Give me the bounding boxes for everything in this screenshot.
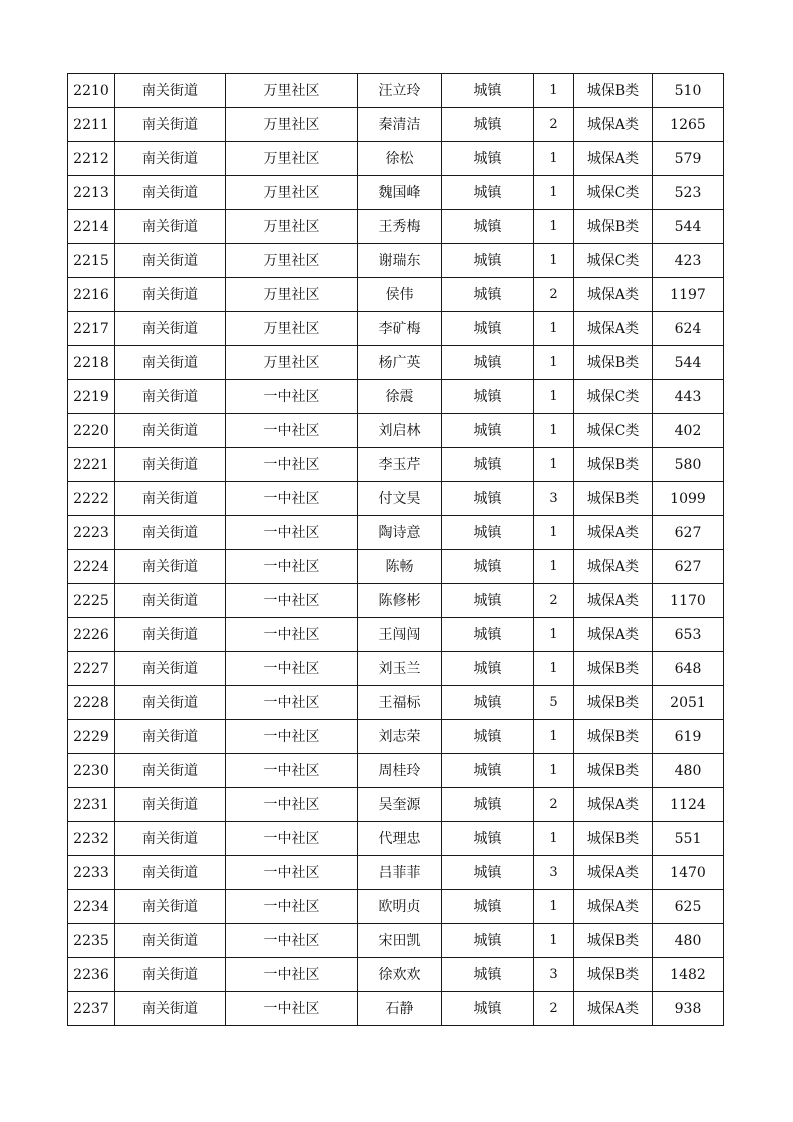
street-cell: 南关街道 <box>115 346 226 380</box>
community-cell: 万里社区 <box>226 346 358 380</box>
table-row <box>68 822 724 856</box>
residence-type-cell: 城镇 <box>442 278 534 312</box>
community-cell: 一中社区 <box>226 584 358 618</box>
table-row <box>68 788 724 822</box>
amount-cell: 1099 <box>653 482 724 516</box>
category-cell: 城保B类 <box>574 720 653 754</box>
table-body <box>68 74 724 1026</box>
row-number-cell: 2211 <box>68 108 115 142</box>
residence-type-cell: 城镇 <box>442 380 534 414</box>
category-cell: 城保A类 <box>574 278 653 312</box>
row-number-cell: 2210 <box>68 74 115 108</box>
table-row <box>68 686 724 720</box>
table-row <box>68 142 724 176</box>
community-cell: 万里社区 <box>226 244 358 278</box>
amount-cell: 2051 <box>653 686 724 720</box>
table-row <box>68 754 724 788</box>
residence-type-cell: 城镇 <box>442 142 534 176</box>
amount-cell: 1265 <box>653 108 724 142</box>
name-cell: 徐松 <box>358 142 442 176</box>
street-cell: 南关街道 <box>115 176 226 210</box>
amount-cell: 1482 <box>653 958 724 992</box>
residence-type-cell: 城镇 <box>442 958 534 992</box>
community-cell: 一中社区 <box>226 414 358 448</box>
category-cell: 城保B类 <box>574 754 653 788</box>
household-size-cell: 1 <box>534 652 574 686</box>
household-size-cell: 1 <box>534 754 574 788</box>
amount-cell: 551 <box>653 822 724 856</box>
row-number-cell: 2235 <box>68 924 115 958</box>
row-number-cell: 2217 <box>68 312 115 346</box>
street-cell: 南关街道 <box>115 108 226 142</box>
residence-type-cell: 城镇 <box>442 788 534 822</box>
residence-type-cell: 城镇 <box>442 550 534 584</box>
street-cell: 南关街道 <box>115 210 226 244</box>
residence-type-cell: 城镇 <box>442 720 534 754</box>
community-cell: 万里社区 <box>226 278 358 312</box>
street-cell: 南关街道 <box>115 482 226 516</box>
community-cell: 万里社区 <box>226 108 358 142</box>
table-row <box>68 890 724 924</box>
street-cell: 南关街道 <box>115 142 226 176</box>
street-cell: 南关街道 <box>115 516 226 550</box>
household-size-cell: 1 <box>534 924 574 958</box>
row-number-cell: 2226 <box>68 618 115 652</box>
table-row <box>68 856 724 890</box>
category-cell: 城保C类 <box>574 414 653 448</box>
amount-cell: 653 <box>653 618 724 652</box>
category-cell: 城保B类 <box>574 448 653 482</box>
category-cell: 城保B类 <box>574 74 653 108</box>
name-cell: 陶诗意 <box>358 516 442 550</box>
category-cell: 城保B类 <box>574 924 653 958</box>
table-row <box>68 414 724 448</box>
name-cell: 陈修彬 <box>358 584 442 618</box>
name-cell: 代理忠 <box>358 822 442 856</box>
category-cell: 城保C类 <box>574 244 653 278</box>
category-cell: 城保A类 <box>574 108 653 142</box>
street-cell: 南关街道 <box>115 448 226 482</box>
community-cell: 万里社区 <box>226 210 358 244</box>
name-cell: 侯伟 <box>358 278 442 312</box>
street-cell: 南关街道 <box>115 380 226 414</box>
row-number-cell: 2228 <box>68 686 115 720</box>
community-cell: 一中社区 <box>226 482 358 516</box>
name-cell: 陈畅 <box>358 550 442 584</box>
name-cell: 吕菲菲 <box>358 856 442 890</box>
table-row <box>68 720 724 754</box>
community-cell: 一中社区 <box>226 516 358 550</box>
community-cell: 万里社区 <box>226 312 358 346</box>
household-size-cell: 3 <box>534 482 574 516</box>
name-cell: 欧明贞 <box>358 890 442 924</box>
amount-cell: 544 <box>653 346 724 380</box>
street-cell: 南关街道 <box>115 890 226 924</box>
category-cell: 城保B类 <box>574 958 653 992</box>
name-cell: 宋田凯 <box>358 924 442 958</box>
household-size-cell: 1 <box>534 210 574 244</box>
community-cell: 一中社区 <box>226 754 358 788</box>
category-cell: 城保B类 <box>574 346 653 380</box>
street-cell: 南关街道 <box>115 720 226 754</box>
row-number-cell: 2221 <box>68 448 115 482</box>
row-number-cell: 2229 <box>68 720 115 754</box>
residence-type-cell: 城镇 <box>442 822 534 856</box>
row-number-cell: 2231 <box>68 788 115 822</box>
household-size-cell: 1 <box>534 380 574 414</box>
table-row <box>68 346 724 380</box>
community-cell: 一中社区 <box>226 618 358 652</box>
category-cell: 城保B类 <box>574 822 653 856</box>
amount-cell: 579 <box>653 142 724 176</box>
table-row <box>68 74 724 108</box>
table-row <box>68 550 724 584</box>
name-cell: 李矿梅 <box>358 312 442 346</box>
household-size-cell: 1 <box>534 516 574 550</box>
residence-type-cell: 城镇 <box>442 74 534 108</box>
row-number-cell: 2223 <box>68 516 115 550</box>
row-number-cell: 2233 <box>68 856 115 890</box>
amount-cell: 1124 <box>653 788 724 822</box>
community-cell: 一中社区 <box>226 992 358 1026</box>
community-cell: 一中社区 <box>226 822 358 856</box>
household-size-cell: 2 <box>534 584 574 618</box>
household-size-cell: 1 <box>534 414 574 448</box>
category-cell: 城保A类 <box>574 584 653 618</box>
amount-cell: 627 <box>653 550 724 584</box>
residence-type-cell: 城镇 <box>442 482 534 516</box>
residence-type-cell: 城镇 <box>442 346 534 380</box>
residence-type-cell: 城镇 <box>442 992 534 1026</box>
amount-cell: 1197 <box>653 278 724 312</box>
name-cell: 石静 <box>358 992 442 1026</box>
category-cell: 城保B类 <box>574 652 653 686</box>
residence-type-cell: 城镇 <box>442 414 534 448</box>
name-cell: 刘志荣 <box>358 720 442 754</box>
category-cell: 城保A类 <box>574 516 653 550</box>
amount-cell: 480 <box>653 924 724 958</box>
row-number-cell: 2225 <box>68 584 115 618</box>
residence-type-cell: 城镇 <box>442 686 534 720</box>
name-cell: 李玉芹 <box>358 448 442 482</box>
category-cell: 城保C类 <box>574 380 653 414</box>
amount-cell: 938 <box>653 992 724 1026</box>
table-row <box>68 312 724 346</box>
amount-cell: 625 <box>653 890 724 924</box>
community-cell: 一中社区 <box>226 958 358 992</box>
amount-cell: 443 <box>653 380 724 414</box>
row-number-cell: 2234 <box>68 890 115 924</box>
household-size-cell: 1 <box>534 550 574 584</box>
community-cell: 一中社区 <box>226 686 358 720</box>
table-row <box>68 482 724 516</box>
household-size-cell: 1 <box>534 142 574 176</box>
community-cell: 一中社区 <box>226 720 358 754</box>
name-cell: 徐震 <box>358 380 442 414</box>
category-cell: 城保A类 <box>574 550 653 584</box>
name-cell: 吴奎源 <box>358 788 442 822</box>
category-cell: 城保A类 <box>574 142 653 176</box>
residence-type-cell: 城镇 <box>442 890 534 924</box>
residence-type-cell: 城镇 <box>442 244 534 278</box>
table-row <box>68 448 724 482</box>
amount-cell: 627 <box>653 516 724 550</box>
amount-cell: 523 <box>653 176 724 210</box>
amount-cell: 1170 <box>653 584 724 618</box>
table-row <box>68 380 724 414</box>
household-size-cell: 1 <box>534 822 574 856</box>
household-size-cell: 1 <box>534 346 574 380</box>
row-number-cell: 2216 <box>68 278 115 312</box>
residence-type-cell: 城镇 <box>442 652 534 686</box>
name-cell: 刘玉兰 <box>358 652 442 686</box>
street-cell: 南关街道 <box>115 278 226 312</box>
row-number-cell: 2214 <box>68 210 115 244</box>
community-cell: 一中社区 <box>226 380 358 414</box>
name-cell: 刘启林 <box>358 414 442 448</box>
street-cell: 南关街道 <box>115 856 226 890</box>
amount-cell: 544 <box>653 210 724 244</box>
row-number-cell: 2212 <box>68 142 115 176</box>
household-size-cell: 1 <box>534 720 574 754</box>
household-size-cell: 2 <box>534 278 574 312</box>
community-cell: 万里社区 <box>226 176 358 210</box>
community-cell: 一中社区 <box>226 448 358 482</box>
table-row <box>68 516 724 550</box>
row-number-cell: 2219 <box>68 380 115 414</box>
row-number-cell: 2230 <box>68 754 115 788</box>
name-cell: 徐欢欢 <box>358 958 442 992</box>
beneficiary-table <box>67 73 724 1026</box>
street-cell: 南关街道 <box>115 788 226 822</box>
row-number-cell: 2215 <box>68 244 115 278</box>
row-number-cell: 2220 <box>68 414 115 448</box>
name-cell: 王福标 <box>358 686 442 720</box>
residence-type-cell: 城镇 <box>442 516 534 550</box>
residence-type-cell: 城镇 <box>442 312 534 346</box>
table-row <box>68 210 724 244</box>
name-cell: 谢瑞东 <box>358 244 442 278</box>
community-cell: 一中社区 <box>226 924 358 958</box>
street-cell: 南关街道 <box>115 244 226 278</box>
category-cell: 城保B类 <box>574 482 653 516</box>
household-size-cell: 5 <box>534 686 574 720</box>
household-size-cell: 1 <box>534 244 574 278</box>
category-cell: 城保A类 <box>574 312 653 346</box>
row-number-cell: 2232 <box>68 822 115 856</box>
amount-cell: 1470 <box>653 856 724 890</box>
name-cell: 秦清洁 <box>358 108 442 142</box>
community-cell: 一中社区 <box>226 550 358 584</box>
category-cell: 城保A类 <box>574 856 653 890</box>
amount-cell: 402 <box>653 414 724 448</box>
document-page <box>67 73 723 1026</box>
community-cell: 一中社区 <box>226 856 358 890</box>
name-cell: 付文昊 <box>358 482 442 516</box>
street-cell: 南关街道 <box>115 958 226 992</box>
household-size-cell: 1 <box>534 312 574 346</box>
amount-cell: 580 <box>653 448 724 482</box>
table-row <box>68 584 724 618</box>
street-cell: 南关街道 <box>115 618 226 652</box>
street-cell: 南关街道 <box>115 414 226 448</box>
household-size-cell: 1 <box>534 448 574 482</box>
street-cell: 南关街道 <box>115 924 226 958</box>
amount-cell: 480 <box>653 754 724 788</box>
residence-type-cell: 城镇 <box>442 856 534 890</box>
table-row <box>68 924 724 958</box>
table-row <box>68 278 724 312</box>
amount-cell: 510 <box>653 74 724 108</box>
table-row <box>68 176 724 210</box>
household-size-cell: 3 <box>534 958 574 992</box>
street-cell: 南关街道 <box>115 312 226 346</box>
community-cell: 万里社区 <box>226 142 358 176</box>
street-cell: 南关街道 <box>115 584 226 618</box>
community-cell: 万里社区 <box>226 74 358 108</box>
amount-cell: 423 <box>653 244 724 278</box>
row-number-cell: 2227 <box>68 652 115 686</box>
household-size-cell: 3 <box>534 856 574 890</box>
household-size-cell: 1 <box>534 74 574 108</box>
residence-type-cell: 城镇 <box>442 618 534 652</box>
street-cell: 南关街道 <box>115 992 226 1026</box>
table-row <box>68 652 724 686</box>
residence-type-cell: 城镇 <box>442 924 534 958</box>
name-cell: 王闯闯 <box>358 618 442 652</box>
street-cell: 南关街道 <box>115 822 226 856</box>
community-cell: 一中社区 <box>226 890 358 924</box>
street-cell: 南关街道 <box>115 686 226 720</box>
category-cell: 城保A类 <box>574 788 653 822</box>
table-row <box>68 108 724 142</box>
residence-type-cell: 城镇 <box>442 176 534 210</box>
community-cell: 一中社区 <box>226 788 358 822</box>
household-size-cell: 2 <box>534 788 574 822</box>
name-cell: 汪立玲 <box>358 74 442 108</box>
household-size-cell: 1 <box>534 618 574 652</box>
residence-type-cell: 城镇 <box>442 448 534 482</box>
street-cell: 南关街道 <box>115 550 226 584</box>
street-cell: 南关街道 <box>115 754 226 788</box>
amount-cell: 619 <box>653 720 724 754</box>
name-cell: 王秀梅 <box>358 210 442 244</box>
row-number-cell: 2236 <box>68 958 115 992</box>
residence-type-cell: 城镇 <box>442 108 534 142</box>
row-number-cell: 2222 <box>68 482 115 516</box>
household-size-cell: 1 <box>534 890 574 924</box>
table-row <box>68 244 724 278</box>
category-cell: 城保B类 <box>574 686 653 720</box>
household-size-cell: 2 <box>534 992 574 1026</box>
amount-cell: 624 <box>653 312 724 346</box>
row-number-cell: 2224 <box>68 550 115 584</box>
residence-type-cell: 城镇 <box>442 210 534 244</box>
row-number-cell: 2218 <box>68 346 115 380</box>
household-size-cell: 2 <box>534 108 574 142</box>
category-cell: 城保C类 <box>574 176 653 210</box>
name-cell: 杨广英 <box>358 346 442 380</box>
community-cell: 一中社区 <box>226 652 358 686</box>
row-number-cell: 2237 <box>68 992 115 1026</box>
household-size-cell: 1 <box>534 176 574 210</box>
category-cell: 城保A类 <box>574 992 653 1026</box>
category-cell: 城保B类 <box>574 210 653 244</box>
category-cell: 城保A类 <box>574 890 653 924</box>
street-cell: 南关街道 <box>115 74 226 108</box>
name-cell: 周桂玲 <box>358 754 442 788</box>
name-cell: 魏国峰 <box>358 176 442 210</box>
street-cell: 南关街道 <box>115 652 226 686</box>
residence-type-cell: 城镇 <box>442 584 534 618</box>
residence-type-cell: 城镇 <box>442 754 534 788</box>
table-row <box>68 618 724 652</box>
category-cell: 城保A类 <box>574 618 653 652</box>
table-row <box>68 958 724 992</box>
row-number-cell: 2213 <box>68 176 115 210</box>
amount-cell: 648 <box>653 652 724 686</box>
table-row <box>68 992 724 1026</box>
